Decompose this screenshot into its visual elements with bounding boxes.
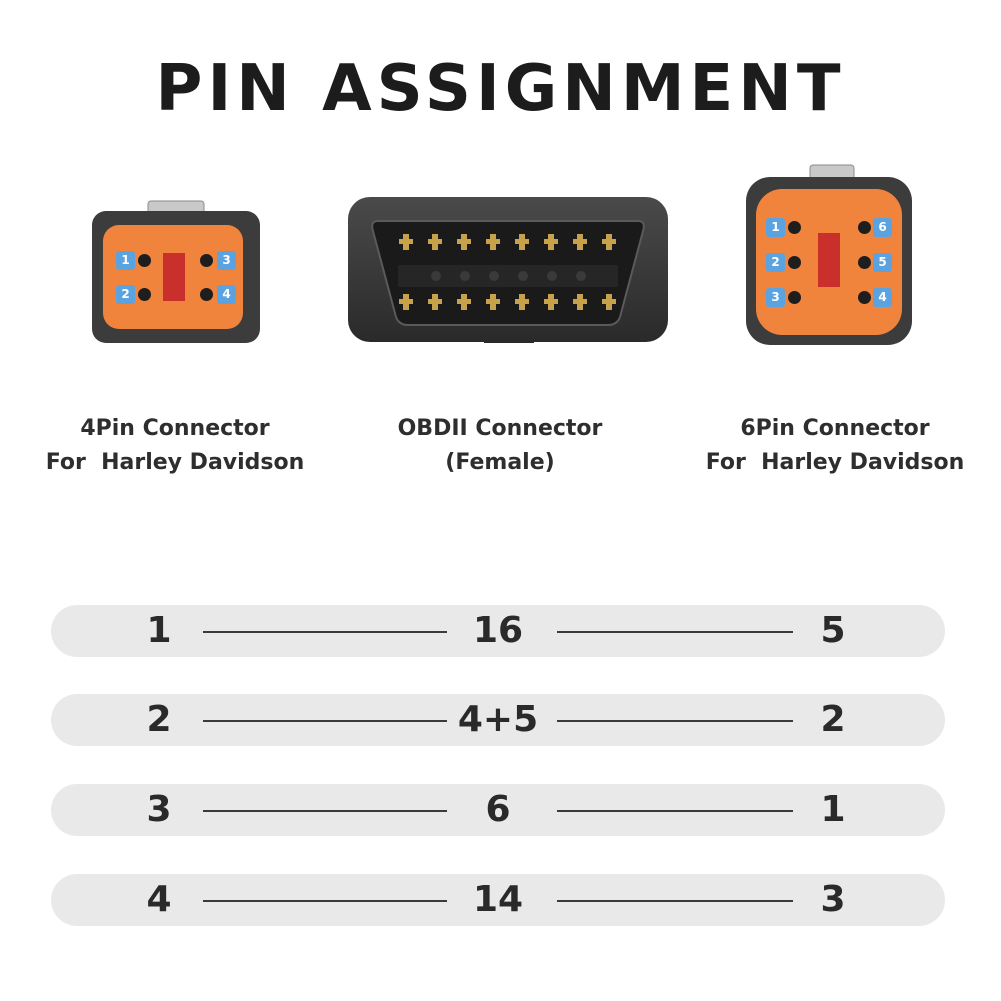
pin-label-5: 5	[873, 253, 892, 272]
mapping-row	[51, 605, 945, 657]
mapping-4pin-value: 3	[146, 789, 172, 830]
mapping-6pin-value: 1	[820, 789, 846, 830]
mapping-row	[51, 874, 945, 926]
caption-obdii-line1: OBDII Connector	[397, 416, 603, 441]
pin-label-3: 3	[217, 251, 236, 270]
mapping-obd-value: 16	[472, 610, 524, 651]
mapping-obd-value: 4+5	[457, 699, 539, 740]
pin-label-2: 2	[766, 253, 785, 272]
pin-hole	[858, 221, 871, 234]
caption-4pin-line1: 4Pin Connector	[80, 416, 270, 441]
mapping-4pin-value: 2	[146, 699, 172, 740]
pin-label-3: 3	[766, 288, 785, 307]
pin-label-4: 4	[217, 285, 236, 304]
connection-line	[557, 810, 793, 812]
pin-hole	[788, 291, 801, 304]
connection-line	[557, 720, 793, 722]
mapping-obd-value: 6	[485, 789, 511, 830]
connector-obdii	[348, 197, 668, 347]
caption-6pin	[670, 412, 1000, 480]
connector-6pin	[744, 163, 914, 347]
pin-hole	[200, 254, 213, 267]
mapping-6pin-value: 5	[820, 610, 846, 651]
pin-hole	[788, 256, 801, 269]
pin-label-2: 2	[116, 285, 135, 304]
caption-4pin-line2: For Harley Davidson	[45, 450, 305, 475]
connection-line	[203, 810, 447, 812]
pin-label-4: 4	[873, 288, 892, 307]
mapping-6pin-value: 3	[820, 879, 846, 920]
pin-hole	[138, 288, 151, 301]
pin-hole	[858, 291, 871, 304]
connector-obdii-image	[348, 197, 668, 347]
connection-line	[557, 631, 793, 633]
connector-4pin	[90, 195, 262, 345]
pin-hole	[200, 288, 213, 301]
connection-line	[557, 900, 793, 902]
caption-obdii	[340, 412, 660, 480]
mapping-obd-value: 14	[472, 879, 524, 920]
mapping-row	[51, 784, 945, 836]
caption-6pin-line2: For Harley Davidson	[705, 450, 965, 475]
caption-obdii-line2: (Female)	[445, 450, 555, 475]
connection-line	[203, 631, 447, 633]
pin-hole	[858, 256, 871, 269]
caption-6pin-line1: 6Pin Connector	[740, 416, 930, 441]
caption-4pin	[10, 412, 340, 480]
pin-hole	[788, 221, 801, 234]
mapping-6pin-value: 2	[820, 699, 846, 740]
mapping-4pin-value: 1	[146, 610, 172, 651]
mapping-row	[51, 694, 945, 746]
pin-hole	[138, 254, 151, 267]
connection-line	[203, 900, 447, 902]
connection-line	[203, 720, 447, 722]
connector-4pin-image	[90, 195, 262, 345]
pin-label-6: 6	[873, 218, 892, 237]
page-title: PIN ASSIGNMENT	[155, 52, 846, 126]
mapping-4pin-value: 4	[146, 879, 172, 920]
pin-label-1: 1	[116, 251, 135, 270]
pin-label-1: 1	[766, 218, 785, 237]
